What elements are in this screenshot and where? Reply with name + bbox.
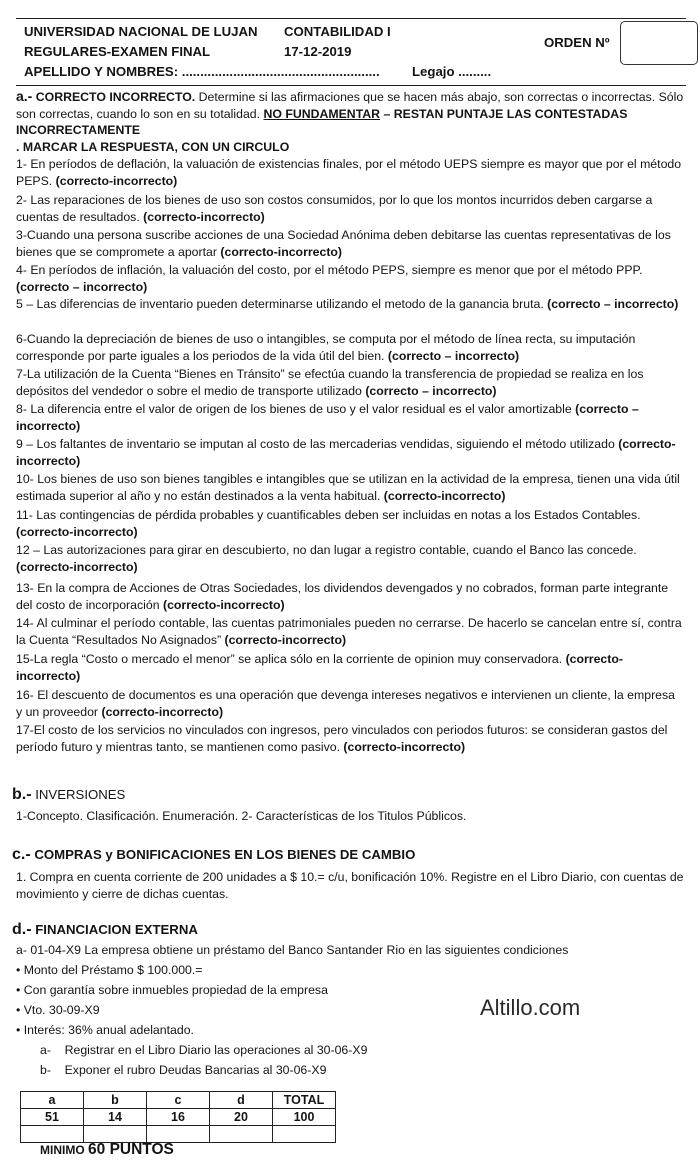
score-table [20, 1091, 336, 1143]
section-c-heading [12, 846, 415, 864]
statement-12 [16, 542, 684, 575]
legajo-field: Legajo ......... [412, 64, 492, 79]
answer-options[interactable]: (correcto-incorrecto) [143, 209, 265, 224]
altillo-watermark: Altillo.com [480, 995, 581, 1020]
statement-8 [16, 401, 684, 434]
score-header-cell: c [147, 1092, 210, 1109]
statement-text: 17-El costo de los servicios no vinculados con ingresos, pero vinculados con periodos futuros: se consideran gastos del período futuro y mientras tanto, se mantienen como pasivo. [16, 723, 668, 754]
university-name: UNIVERSIDAD NACIONAL DE LUJAN [24, 24, 258, 39]
statement-text: 14- Al culminar el período contable, las cuentas patrimoniales pueden no cerrarse. De hacerlo se cancelan entre sí, contra la Cuenta “Resultados No Asignados” [16, 616, 682, 647]
statement-text: 13- En la compra de Acciones de Otras Sociedades, los dividendos devengados y no cobrados, forman parte integrante del costo de incorporación [16, 581, 669, 612]
section-a-label: a.- [16, 88, 33, 104]
score-blank-cell[interactable] [273, 1126, 336, 1143]
statement-15 [16, 651, 684, 684]
minimum-label: MINIMO [40, 1143, 85, 1157]
statement-14 [16, 615, 684, 648]
section-b-heading [12, 786, 125, 804]
score-table-header-row [21, 1092, 336, 1109]
statement-3 [16, 227, 684, 260]
statement-4 [16, 262, 684, 295]
statement-7 [16, 366, 684, 399]
statement-6 [16, 331, 684, 364]
orden-label: ORDEN Nº [544, 35, 610, 50]
answer-options[interactable]: (correcto-incorrecto) [383, 488, 506, 503]
exam-date: 17-12-2019 [284, 44, 352, 59]
statement-text: 12 – Las autorizaciones para girar en descubierto, no dan lugar a registro contable, cuando el Banco las concede. [16, 543, 637, 557]
score-table-blank-row [21, 1126, 336, 1143]
statement-text: 4- En períodos de inflación, la valuación del costo, por el método PEPS, siempre es menor que por el método PPP. [16, 263, 643, 277]
minimum-score [40, 1141, 174, 1159]
answer-options[interactable]: (correcto-incorrecto) [162, 597, 285, 612]
section-a-instructions: Determine si las afirmaciones que se hacen más abajo, son correctas o incorrectas. Sólo son correctas, cuando lo son en su totalidad. [16, 90, 684, 121]
statement-11 [16, 507, 684, 540]
score-value-cell: 20 [210, 1109, 273, 1126]
statement-text: 8- La diferencia entre el valor de origen de los bienes de uso y el valor residual es el valor amortizable [16, 402, 572, 416]
statement-text: 2- Las reparaciones de los bienes de uso son costos consumidos, por lo que los montos incurridos deben cargarse a cuentas de resultados. [16, 193, 653, 224]
statement-17 [16, 722, 684, 755]
answer-options[interactable]: (correcto-incorrecto) [224, 632, 347, 647]
name-field: APELLIDO Y NOMBRES: ...................................................... [24, 64, 380, 79]
statement-2 [16, 192, 684, 225]
statement-text: 9 – Los faltantes de inventario se imputan al costo de las mercaderias vendidas, siguiendo el método utilizado [16, 437, 615, 451]
course-name: CONTABILIDAD I [284, 24, 391, 39]
statement-text: 11- Las contingencias de pérdida probables y cuantificables deben ser incluidas en notas a los Estados Contables. [16, 508, 641, 522]
answer-options[interactable]: (correcto-incorrecto) [16, 652, 623, 683]
orden-number-box[interactable] [620, 21, 698, 65]
exam-modality: REGULARES-EXAMEN FINAL [24, 44, 211, 59]
statement-text: 5 – Las diferencias de inventario pueden determinarse utilizando el metodo de la ganancia bruta. [16, 297, 544, 311]
statement-text: 3-Cuando una persona suscribe acciones de una Sociedad Anónima deben debitarse las cuentas representativas de los bienes que se compromete a aportar [16, 228, 671, 259]
task-b-text: Exponer el rubro Deudas Bancarias al 30-06-X9 [64, 1063, 327, 1077]
section-c-title: COMPRAS y BONIFICACIONES EN LOS BIENES DE CAMBIO [34, 847, 416, 862]
score-blank-cell[interactable] [147, 1126, 210, 1143]
answer-options[interactable]: (correcto-incorrecto) [55, 173, 178, 188]
score-value-cell: 16 [147, 1109, 210, 1126]
exam-header [16, 18, 686, 86]
statement-text: 15-La regla “Costo o mercado el menor” se aplica sólo en la corriente de opinion muy conservadora. [16, 652, 563, 666]
score-value-cell: 51 [21, 1109, 84, 1126]
section-c-label: c.- [12, 846, 31, 863]
answer-options[interactable]: (correcto-incorrecto) [101, 704, 224, 719]
answer-options[interactable]: (correcto-incorrecto) [343, 739, 466, 754]
score-blank-cell[interactable] [84, 1126, 147, 1143]
score-value-cell: 100 [273, 1109, 336, 1126]
statement-1 [16, 156, 684, 189]
section-b-title: INVERSIONES [35, 787, 126, 802]
penalty-warning: – RESTAN PUNTAJE LAS CONTESTADAS INCORRECTAMENTE [16, 106, 628, 138]
score-blank-cell[interactable] [210, 1126, 273, 1143]
section-a-title: CORRECTO INCORRECTO. [35, 90, 196, 104]
statement-13 [16, 580, 684, 613]
section-d-heading [12, 921, 198, 939]
task-a-text: Registrar en el Libro Diario las operaciones al 30-06-X9 [64, 1043, 368, 1057]
score-header-cell: TOTAL [273, 1092, 336, 1109]
loan-amount-line: • Monto del Préstamo $ 100.000.= [16, 963, 203, 977]
answer-options[interactable]: (correcto – incorrecto) [387, 348, 520, 363]
answer-options[interactable]: (correcto – incorrecto) [365, 383, 497, 398]
answer-options[interactable]: (correcto-incorrecto) [220, 244, 343, 259]
score-blank-cell[interactable] [21, 1126, 84, 1143]
loan-maturity-line: • Vto. 30-09-X9 [16, 1003, 100, 1017]
statement-text: 1- En períodos de deflación, la valuación de existencias finales, por el método UEPS siempre es mayor que por el método PEPS. [16, 157, 682, 188]
score-header-cell: a [21, 1092, 84, 1109]
loan-guarantee-line: • Con garantía sobre inmuebles propiedad de la empresa [16, 983, 328, 997]
answer-options[interactable]: (correcto-incorrecto) [16, 437, 676, 468]
statement-10 [16, 471, 684, 504]
task-a [40, 1042, 640, 1059]
section-b-body: 1-Concepto. Clasificación. Enumeración. 2- Características de los Titulos Públicos. [16, 809, 467, 823]
score-header-cell: d [210, 1092, 273, 1109]
section-b-label: b.- [12, 786, 32, 803]
statement-5 [16, 296, 684, 313]
no-fundamentar-warning: NO FUNDAMENTAR [263, 106, 381, 121]
section-a-intro [16, 88, 684, 139]
score-header-cell: b [84, 1092, 147, 1109]
task-b-label: b- [40, 1063, 51, 1077]
loan-date-line: a- 01-04-X9 La empresa obtiene un préstamo del Banco Santander Rio en las siguientes condiciones [16, 943, 569, 957]
answer-options[interactable]: (correcto-incorrecto) [16, 524, 138, 539]
score-value-cell: 14 [84, 1109, 147, 1126]
statement-16 [16, 687, 684, 720]
section-c-body: 1. Compra en cuenta corriente de 200 unidades a $ 10.= c/u, bonificación 10%. Registre en el Libro Diario, con cuentas de movimiento y cierre de dichas cuentas. [16, 870, 684, 901]
score-table-values-row [21, 1109, 336, 1126]
statement-text: 16- El descuento de documentos es una operación que devenga intereses negativos e intervienen un cliente, la empresa y un proveedor [16, 688, 676, 719]
answer-options[interactable]: (correcto – incorrecto) [16, 279, 148, 294]
section-d-title: FINANCIACION EXTERNA [35, 922, 198, 937]
statement-text: 7-La utilización de la Cuenta “Bienes en Tránsito” se efectúa cuando la transferencia de propiedad se realiza en los depósitos del vendedor o sobre el medio de transporte utilizado [16, 367, 644, 398]
section-d-label: d.- [12, 921, 32, 938]
circle-instruction: . MARCAR LA RESPUESTA, CON UN CIRCULO [16, 140, 290, 154]
statement-text: 10- Los bienes de uso son bienes tangibles e intangibles que se utilizan en la actividad de la empresa, tienen una vida útil estimada superior al año y no están destinados a la venta habitual. [16, 472, 680, 503]
statement-text: 6-Cuando la depreciación de bienes de uso o intangibles, se computa por el método de línea recta, su imputación corresponde por parte iguales a los periodos de la vida útil del bien. [16, 332, 636, 363]
statement-9 [16, 436, 684, 469]
loan-interest-line: • Interés: 36% anual adelantado. [16, 1023, 194, 1037]
answer-options[interactable]: (correcto-incorrecto) [16, 559, 138, 574]
task-a-label: a- [40, 1043, 51, 1057]
minimum-points: 60 PUNTOS [88, 1141, 174, 1158]
task-b [40, 1062, 640, 1079]
answer-options[interactable]: (correcto – incorrecto) [16, 402, 639, 433]
answer-options[interactable]: (correcto – incorrecto) [547, 297, 679, 311]
